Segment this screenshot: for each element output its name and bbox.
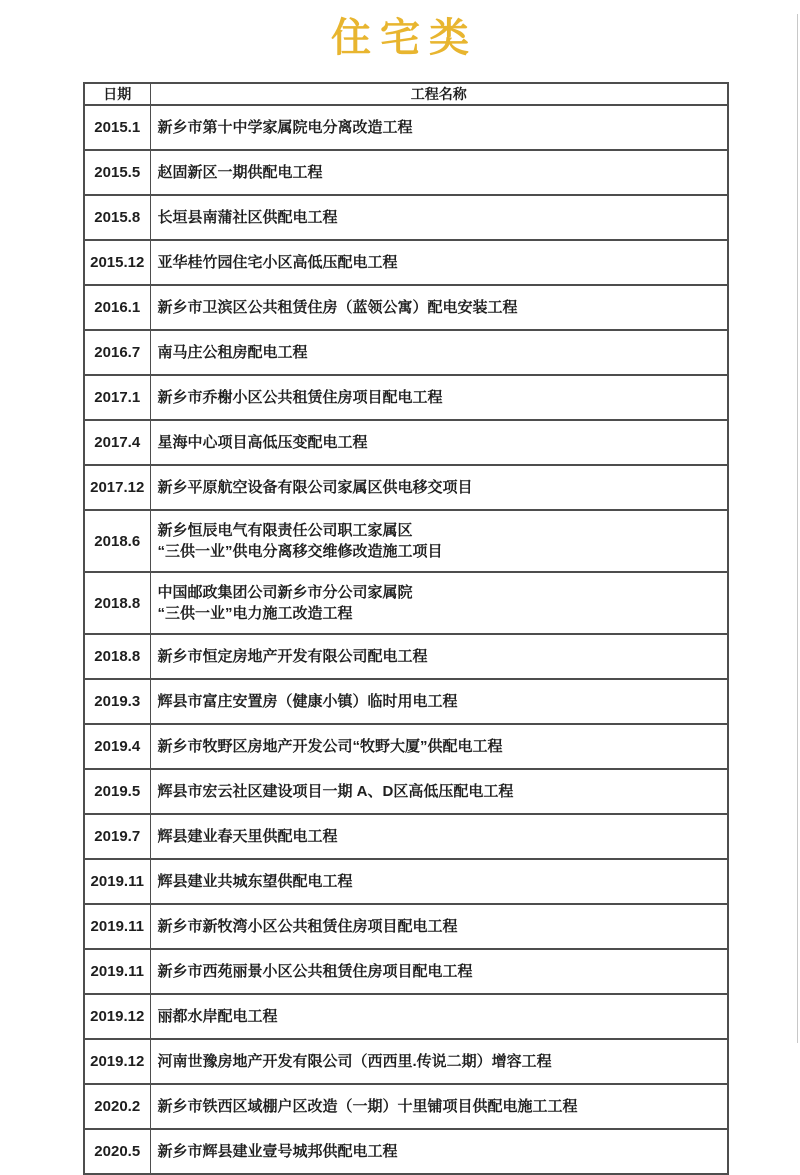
- table-row: [84, 150, 728, 195]
- project-name-cell: [150, 420, 728, 465]
- project-name-line: 辉县市富庄安置房（健康小镇）临时用电工程: [157, 693, 458, 710]
- project-name-cell: [150, 724, 728, 769]
- project-name-cell: [150, 375, 728, 420]
- project-name-cell: [150, 285, 728, 330]
- project-name-cell: [150, 465, 728, 510]
- date-cell: 2019.11: [84, 859, 150, 904]
- project-name-line: 新乡市乔榭小区公共租赁住房项目配电工程: [157, 389, 443, 406]
- project-name-line: 赵固新区一期供配电工程: [157, 164, 323, 181]
- project-name-cell: [150, 105, 728, 150]
- table-row: [84, 420, 728, 465]
- date-cell: 2018.6: [84, 510, 150, 572]
- date-cell: 2015.12: [84, 240, 150, 285]
- date-column-header: 日期: [84, 83, 150, 105]
- project-name-cell: [150, 572, 728, 634]
- table-header-row: [84, 83, 728, 105]
- date-cell: 2017.4: [84, 420, 150, 465]
- date-cell: 2017.12: [84, 465, 150, 510]
- project-name-line: 新乡市新牧湾小区公共租赁住房项目配电工程: [157, 918, 458, 935]
- project-name-cell: [150, 1084, 728, 1129]
- project-name-line: 辉县建业共城东望供配电工程: [157, 873, 353, 890]
- table-row: [84, 814, 728, 859]
- date-cell: 2019.11: [84, 904, 150, 949]
- project-name-cell: [150, 1129, 728, 1174]
- page-title: 住宅类: [331, 16, 478, 60]
- project-name-cell: [150, 814, 728, 859]
- project-name-cell: [150, 994, 728, 1039]
- table-row: [84, 679, 728, 724]
- project-name-cell: [150, 769, 728, 814]
- document-page: [0, 14, 800, 1160]
- project-name-line: 亚华桂竹园住宅小区高低压配电工程: [157, 254, 398, 271]
- date-cell: 2019.7: [84, 814, 150, 859]
- table-row: [84, 240, 728, 285]
- project-name-line: 丽都水岸配电工程: [157, 1008, 278, 1025]
- project-name-line: 长垣县南蒲社区供配电工程: [157, 209, 338, 226]
- project-name-line: 星海中心项目高低压变配电工程: [157, 434, 368, 451]
- table-body: [84, 105, 728, 1174]
- page-edge-line: [797, 14, 798, 1043]
- project-name-line: 新乡市辉县建业壹号城邦供配电工程: [157, 1143, 398, 1160]
- project-name-line: 辉县市宏云社区建设项目一期 A、D区高低压配电工程: [157, 783, 514, 800]
- project-name-line: 新乡市铁西区域棚户区改造（一期）十里铺项目供配电施工工程: [157, 1098, 578, 1115]
- table-row: [84, 330, 728, 375]
- project-name-line: 新乡市西苑丽景小区公共租赁住房项目配电工程: [157, 963, 473, 980]
- project-name-line: 新乡平原航空设备有限公司家属区供电移交项目: [157, 479, 473, 496]
- date-cell: 2019.5: [84, 769, 150, 814]
- project-name-cell: [150, 330, 728, 375]
- project-name-cell: [150, 150, 728, 195]
- date-cell: 2018.8: [84, 572, 150, 634]
- table-row: [84, 375, 728, 420]
- project-name-line: “三供一业”供电分离移交维修改造施工项目: [157, 543, 443, 560]
- project-name-line: 南马庄公租房配电工程: [157, 344, 308, 361]
- table-row: [84, 285, 728, 330]
- table-row: [84, 195, 728, 240]
- table-row: [84, 1039, 728, 1084]
- date-cell: 2019.4: [84, 724, 150, 769]
- project-name-cell: [150, 634, 728, 679]
- date-cell: 2020.5: [84, 1129, 150, 1174]
- table-row: [84, 105, 728, 150]
- project-name-cell: [150, 949, 728, 994]
- project-name-line: 中国邮政集团公司新乡市分公司家属院: [157, 584, 413, 601]
- project-name-cell: [150, 510, 728, 572]
- date-cell: 2015.1: [84, 105, 150, 150]
- table-row: [84, 1129, 728, 1174]
- project-name-line: 河南世豫房地产开发有限公司（西西里.传说二期）增容工程: [157, 1053, 552, 1070]
- table-header: [84, 83, 728, 105]
- table-row: [84, 510, 728, 572]
- project-name-cell: [150, 904, 728, 949]
- project-name-cell: [150, 240, 728, 285]
- project-name-column-header: 工程名称: [150, 83, 728, 105]
- date-cell: 2019.3: [84, 679, 150, 724]
- date-cell: 2016.1: [84, 285, 150, 330]
- project-name-line: 新乡市第十中学家属院电分离改造工程: [157, 119, 413, 136]
- projects-table: [83, 82, 729, 1175]
- table-row: [84, 949, 728, 994]
- table-row: [84, 1084, 728, 1129]
- table-row: [84, 994, 728, 1039]
- date-cell: 2018.8: [84, 634, 150, 679]
- project-name-line: 新乡市恒定房地产开发有限公司配电工程: [157, 648, 428, 665]
- date-cell: 2019.12: [84, 994, 150, 1039]
- date-cell: 2019.11: [84, 949, 150, 994]
- table-row: [84, 634, 728, 679]
- date-cell: 2020.2: [84, 1084, 150, 1129]
- date-cell: 2016.7: [84, 330, 150, 375]
- project-name-line: 新乡市牧野区房地产开发公司“牧野大厦”供配电工程: [157, 738, 503, 755]
- project-name-line: 辉县建业春天里供配电工程: [157, 828, 338, 845]
- table-row: [84, 724, 728, 769]
- table-row: [84, 859, 728, 904]
- date-cell: 2015.8: [84, 195, 150, 240]
- project-name-line: 新乡市卫滨区公共租赁住房（蓝领公寓）配电安装工程: [157, 299, 518, 316]
- project-name-line: “三供一业”电力施工改造工程: [157, 605, 353, 622]
- project-name-cell: [150, 859, 728, 904]
- project-name-cell: [150, 195, 728, 240]
- project-name-cell: [150, 1039, 728, 1084]
- date-cell: 2015.5: [84, 150, 150, 195]
- table-row: [84, 904, 728, 949]
- project-name-line: 新乡恒辰电气有限责任公司职工家属区: [157, 522, 413, 539]
- table-row: [84, 572, 728, 634]
- date-cell: 2019.12: [84, 1039, 150, 1084]
- date-cell: 2017.1: [84, 375, 150, 420]
- project-name-cell: [150, 679, 728, 724]
- table-row: [84, 769, 728, 814]
- table-row: [84, 465, 728, 510]
